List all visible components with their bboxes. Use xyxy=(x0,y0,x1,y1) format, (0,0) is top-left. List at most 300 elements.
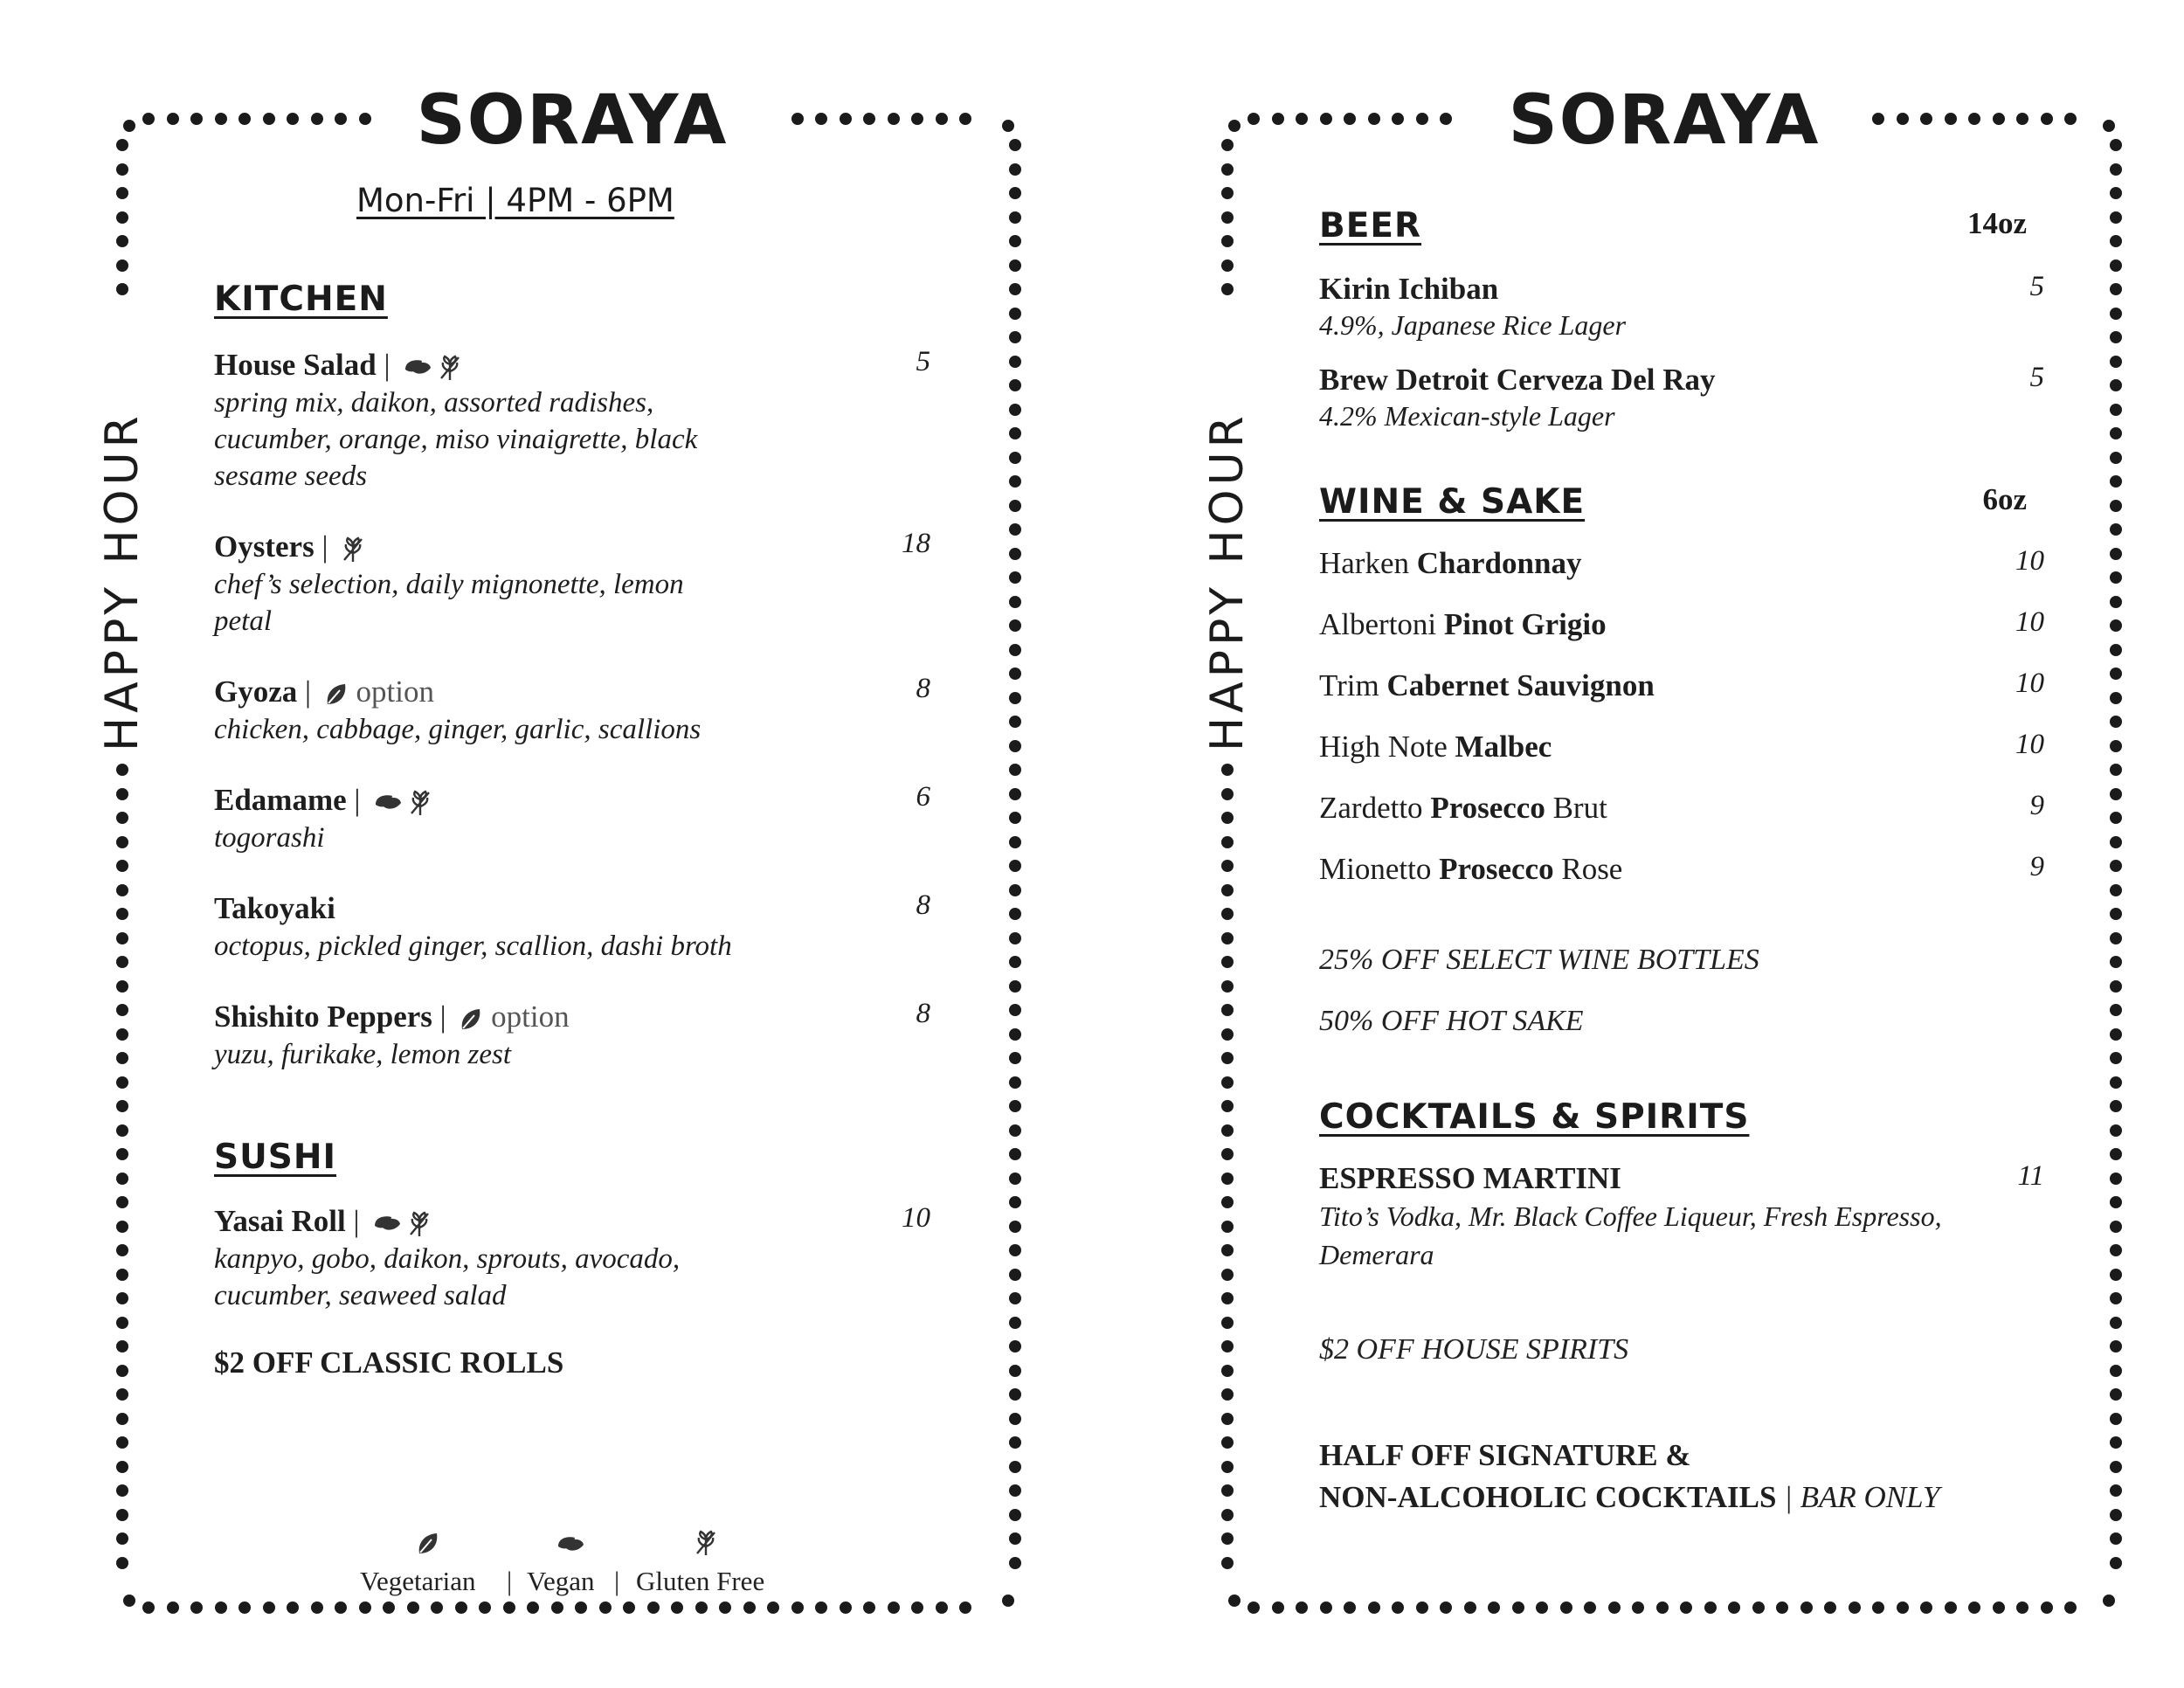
border-dot xyxy=(1221,908,1234,920)
beer-item: Kirin Ichiban 4.9%, Japanese Rice Lager 5 xyxy=(1319,271,2044,341)
border-dot xyxy=(1009,452,1021,464)
border-dot xyxy=(1221,1365,1234,1377)
border-dot xyxy=(1009,1124,1021,1137)
border-dot xyxy=(1002,120,1014,132)
border-dot xyxy=(1009,404,1021,416)
border-dot xyxy=(116,139,128,151)
border-dot xyxy=(1009,644,1021,656)
border-dot xyxy=(1009,812,1021,824)
border-dot xyxy=(190,1602,203,1614)
border-dot xyxy=(1464,1602,1476,1614)
border-dot xyxy=(1009,1221,1021,1233)
border-dot xyxy=(2110,1557,2122,1569)
border-dot xyxy=(1248,1602,1260,1614)
border-dot xyxy=(116,908,128,920)
border-dot xyxy=(431,1602,443,1614)
border-dot xyxy=(1272,113,1284,125)
border-dot xyxy=(1009,187,1021,199)
border-dot xyxy=(142,113,155,125)
cocktails-heading: COCKTAILS & SPIRITS xyxy=(1319,1097,1750,1137)
border-dot xyxy=(1009,1388,1021,1401)
brand-title: SORAYA xyxy=(1508,81,1821,160)
wine-item: High Note Malbec 10 xyxy=(1319,729,2044,764)
border-dot xyxy=(167,1602,179,1614)
wine-size: 6oz xyxy=(1982,482,2027,516)
border-dot xyxy=(1221,235,1234,247)
vegan-icon xyxy=(373,791,403,815)
border-dot xyxy=(1897,113,1909,125)
border-dot xyxy=(1704,1602,1717,1614)
border-dot xyxy=(2110,740,2122,752)
border-dot xyxy=(2110,452,2122,464)
border-dot xyxy=(1968,113,1980,125)
border-dot xyxy=(116,187,128,199)
border-dot xyxy=(1221,1004,1234,1016)
border-dot xyxy=(116,1052,128,1064)
border-dot xyxy=(2110,1484,2122,1497)
border-dot xyxy=(1009,1196,1021,1208)
border-dot xyxy=(1296,1602,1308,1614)
border-dot xyxy=(1009,740,1021,752)
border-dot xyxy=(142,1602,155,1614)
border-dot xyxy=(116,1173,128,1185)
border-dot xyxy=(2110,500,2122,512)
border-dot xyxy=(1009,235,1021,247)
border-dot xyxy=(1392,1602,1404,1614)
vegetarian-icon xyxy=(459,1007,483,1033)
border-dot xyxy=(116,1388,128,1401)
border-dot xyxy=(1416,1602,1428,1614)
border-dot xyxy=(1009,1436,1021,1449)
border-dot xyxy=(311,113,323,125)
border-dot xyxy=(719,1602,731,1614)
border-dot xyxy=(116,1509,128,1521)
border-dot xyxy=(2110,1461,2122,1473)
border-dot xyxy=(1009,716,1021,728)
border-dot xyxy=(1221,1461,1234,1473)
border-dot xyxy=(2016,113,2028,125)
border-dot xyxy=(1392,113,1404,125)
border-dot xyxy=(1009,668,1021,680)
border-dot xyxy=(1009,211,1021,224)
border-dot xyxy=(1221,1340,1234,1352)
border-dot xyxy=(671,1602,683,1614)
border-dot xyxy=(2110,379,2122,391)
vegan-icon xyxy=(403,356,432,380)
menu-item: Takoyaki octopus, pickled ginger, scallion, dashi broth 8 xyxy=(214,889,930,962)
border-dot xyxy=(815,113,827,125)
border-dot xyxy=(1221,211,1234,224)
border-dot xyxy=(2110,1173,2122,1185)
border-dot xyxy=(2110,1100,2122,1112)
border-dot xyxy=(190,113,203,125)
border-dot xyxy=(1296,113,1308,125)
border-dot xyxy=(1221,860,1234,872)
border-dot xyxy=(116,1557,128,1569)
border-dot xyxy=(1320,113,1332,125)
sake-note: 50% OFF HOT SAKE xyxy=(1319,1005,1584,1037)
border-dot xyxy=(116,1365,128,1377)
border-dot xyxy=(599,1602,612,1614)
border-dot xyxy=(2064,1602,2077,1614)
border-dot xyxy=(1849,1602,1861,1614)
border-dot xyxy=(2110,1076,2122,1089)
border-dot xyxy=(1009,427,1021,439)
vegan-icon xyxy=(372,1212,402,1236)
border-dot xyxy=(1440,113,1452,125)
border-dot xyxy=(2110,860,2122,872)
border-dot xyxy=(2110,1340,2122,1352)
border-dot xyxy=(1221,187,1234,199)
border-dot xyxy=(2110,1509,2122,1521)
border-dot xyxy=(1009,1317,1021,1329)
border-dot xyxy=(1584,1602,1596,1614)
border-dot xyxy=(335,1602,347,1614)
border-dot xyxy=(116,211,128,224)
border-dot xyxy=(116,860,128,872)
border-dot xyxy=(1009,619,1021,632)
border-dot xyxy=(936,1602,948,1614)
border-dot xyxy=(911,1602,923,1614)
border-dot xyxy=(116,1461,128,1473)
vegan-icon xyxy=(556,1532,585,1557)
border-dot xyxy=(407,1602,419,1614)
border-dot xyxy=(1221,1484,1234,1497)
border-dot xyxy=(2103,120,2115,132)
border-dot xyxy=(1416,113,1428,125)
border-dot xyxy=(2110,1317,2122,1329)
border-dot xyxy=(1752,1602,1765,1614)
border-dot xyxy=(840,1602,852,1614)
menu-item: Gyoza | option chicken, cabbage, ginger, garlic, scallions 8 xyxy=(214,673,930,745)
border-dot xyxy=(116,884,128,896)
border-dot xyxy=(1009,1509,1021,1521)
border-dot xyxy=(1009,836,1021,848)
border-dot xyxy=(1221,163,1234,176)
border-dot xyxy=(116,1317,128,1329)
border-dot xyxy=(1344,1602,1356,1614)
wine-note: 25% OFF SELECT WINE BOTTLES xyxy=(1319,944,1759,976)
border-dot xyxy=(1228,1595,1241,1607)
border-dot xyxy=(167,113,179,125)
border-dot xyxy=(791,1602,804,1614)
border-dot xyxy=(2110,1196,2122,1208)
border-dot xyxy=(2110,644,2122,656)
border-dot xyxy=(1488,1602,1500,1614)
border-dot xyxy=(2110,980,2122,993)
border-dot xyxy=(116,259,128,272)
border-dot xyxy=(2110,1221,2122,1233)
border-dot xyxy=(1320,1602,1332,1614)
border-dot xyxy=(116,1413,128,1425)
border-dot xyxy=(1009,523,1021,536)
border-dot xyxy=(1221,956,1234,968)
border-dot xyxy=(1009,475,1021,488)
border-dot xyxy=(1221,1100,1234,1112)
border-dot xyxy=(116,956,128,968)
legend-vegetarian: Vegetarian xyxy=(360,1566,476,1596)
border-dot xyxy=(116,836,128,848)
wine-item: Albertoni Pinot Grigio 10 xyxy=(1319,606,2044,641)
beer-heading: BEER xyxy=(1319,206,1422,246)
border-dot xyxy=(1009,1004,1021,1016)
border-dot xyxy=(1009,1340,1021,1352)
border-dot xyxy=(959,1602,971,1614)
border-dot xyxy=(1221,1292,1234,1304)
border-dot xyxy=(2110,187,2122,199)
border-dot xyxy=(2110,259,2122,272)
border-dot xyxy=(2110,619,2122,632)
border-dot xyxy=(2110,1269,2122,1281)
border-dot xyxy=(1009,1461,1021,1473)
border-dot xyxy=(1221,1028,1234,1041)
border-dot xyxy=(2110,788,2122,800)
border-dot xyxy=(1272,1602,1284,1614)
border-dot xyxy=(287,1602,299,1614)
border-dot xyxy=(1221,1436,1234,1449)
border-dot xyxy=(2110,668,2122,680)
border-dot xyxy=(116,788,128,800)
border-dot xyxy=(1009,139,1021,151)
border-dot xyxy=(1221,1196,1234,1208)
border-dot xyxy=(1009,379,1021,391)
border-dot xyxy=(1872,1602,1884,1614)
border-dot xyxy=(116,1076,128,1089)
border-dot xyxy=(2110,163,2122,176)
border-dot xyxy=(116,1148,128,1160)
border-dot xyxy=(2110,1028,2122,1041)
border-dot xyxy=(2064,113,2077,125)
border-dot xyxy=(2110,812,2122,824)
border-dot xyxy=(1560,1602,1572,1614)
border-dot xyxy=(767,1602,779,1614)
border-dot xyxy=(116,1004,128,1016)
gluten-free-icon xyxy=(341,536,365,564)
border-dot xyxy=(2110,1004,2122,1016)
brand-title: SORAYA xyxy=(416,81,729,160)
wine-item: Zardetto Prosecco Brut 9 xyxy=(1319,790,2044,825)
border-dot xyxy=(1009,860,1021,872)
menu-item: Oysters | chef’s selection, daily mignonette, lemon petal 18 xyxy=(214,528,930,637)
cocktail-item: ESPRESSO MARTINI Tito’s Vodka, Mr. Black Coffee Liqueur, Fresh Espresso, Demerara 11 xyxy=(1319,1160,2044,1270)
border-dot xyxy=(116,1292,128,1304)
border-dot xyxy=(1009,884,1021,896)
border-dot xyxy=(1221,1532,1234,1545)
border-dot xyxy=(1009,1365,1021,1377)
border-dot xyxy=(2110,1052,2122,1064)
border-dot xyxy=(1009,331,1021,343)
border-dot xyxy=(479,1602,491,1614)
border-dot xyxy=(1009,788,1021,800)
border-dot xyxy=(1920,1602,1932,1614)
border-dot xyxy=(1221,980,1234,993)
border-dot xyxy=(1440,1602,1452,1614)
border-dot xyxy=(116,1484,128,1497)
border-dot xyxy=(1009,1244,1021,1256)
hours: Mon-Fri | 4PM - 6PM xyxy=(356,182,674,219)
border-dot xyxy=(383,1602,395,1614)
border-dot xyxy=(1368,1602,1380,1614)
border-dot xyxy=(791,113,804,125)
border-dot xyxy=(116,980,128,993)
border-dot xyxy=(123,120,135,132)
border-dot xyxy=(1536,1602,1548,1614)
border-dot xyxy=(2110,523,2122,536)
border-dot xyxy=(1221,1509,1234,1521)
side-title: HAPPY HOUR xyxy=(96,412,149,751)
border-dot xyxy=(743,1602,756,1614)
border-dot xyxy=(1632,1602,1644,1614)
border-dot xyxy=(815,1602,827,1614)
border-dot xyxy=(1776,1602,1788,1614)
border-dot xyxy=(1228,120,1241,132)
border-dot xyxy=(335,113,347,125)
border-dot xyxy=(1009,1557,1021,1569)
border-dot xyxy=(2110,1244,2122,1256)
border-dot xyxy=(1009,1148,1021,1160)
border-dot xyxy=(2110,884,2122,896)
border-dot xyxy=(116,1269,128,1281)
border-dot xyxy=(1993,1602,2005,1614)
border-dot xyxy=(1368,113,1380,125)
border-dot xyxy=(116,1532,128,1545)
border-dot xyxy=(1920,113,1932,125)
border-dot xyxy=(2110,764,2122,776)
legend-divider: | xyxy=(507,1566,513,1596)
spirits-note: $2 OFF HOUSE SPIRITS xyxy=(1319,1333,1629,1366)
border-dot xyxy=(1009,283,1021,295)
border-dot xyxy=(1824,1602,1836,1614)
border-dot xyxy=(2110,836,2122,848)
border-dot xyxy=(1009,1484,1021,1497)
gluten-free-icon xyxy=(438,354,462,382)
sushi-heading: SUSHI xyxy=(214,1138,336,1177)
border-dot xyxy=(116,764,128,776)
border-dot xyxy=(695,1602,708,1614)
border-dot xyxy=(1009,571,1021,584)
border-dot xyxy=(2110,956,2122,968)
border-dot xyxy=(1344,113,1356,125)
border-dot xyxy=(1009,163,1021,176)
border-dot xyxy=(1009,500,1021,512)
border-dot xyxy=(1221,1413,1234,1425)
border-dot xyxy=(1221,836,1234,848)
border-dot xyxy=(1221,139,1234,151)
menu-item: House Salad | spring mix, daikon, assorted radishes, cucumber, orange, miso vinaigrette, black sesame seeds 5 xyxy=(214,346,930,492)
vegetarian-icon xyxy=(416,1531,440,1557)
border-dot xyxy=(1221,932,1234,944)
gluten-free-icon xyxy=(408,789,432,817)
kitchen-heading: KITCHEN xyxy=(214,280,388,319)
wine-heading: WINE & SAKE xyxy=(1319,482,1586,522)
border-dot xyxy=(1221,1269,1234,1281)
gluten-free-icon xyxy=(407,1210,432,1238)
border-dot xyxy=(359,113,371,125)
border-dot xyxy=(215,1602,227,1614)
border-dot xyxy=(1221,283,1234,295)
border-dot xyxy=(2110,1413,2122,1425)
border-dot xyxy=(2110,1148,2122,1160)
border-dot xyxy=(1656,1602,1669,1614)
border-dot xyxy=(2110,1532,2122,1545)
border-dot xyxy=(263,113,275,125)
border-dot xyxy=(2110,1365,2122,1377)
border-dot xyxy=(2041,113,2053,125)
border-dot xyxy=(2110,331,2122,343)
border-dot xyxy=(1945,113,1957,125)
border-dot xyxy=(1009,548,1021,560)
border-dot xyxy=(2110,139,2122,151)
border-dot xyxy=(1009,980,1021,993)
menu-item: Edamame | togorashi 6 xyxy=(214,781,930,854)
border-dot xyxy=(116,235,128,247)
border-dot xyxy=(2110,908,2122,920)
border-dot xyxy=(1221,1173,1234,1185)
border-dot xyxy=(2110,1436,2122,1449)
border-dot xyxy=(1945,1602,1957,1614)
border-dot xyxy=(527,1602,539,1614)
border-dot xyxy=(1009,308,1021,320)
border-dot xyxy=(1009,1413,1021,1425)
border-dot xyxy=(1221,1244,1234,1256)
border-dot xyxy=(1009,356,1021,368)
legend-vegan: Vegan xyxy=(527,1566,595,1596)
border-dot xyxy=(116,1340,128,1352)
border-dot xyxy=(1221,1148,1234,1160)
border-dot xyxy=(888,1602,900,1614)
border-dot xyxy=(1009,1269,1021,1281)
border-dot xyxy=(1009,1028,1021,1041)
wine-item: Trim Cabernet Sauvignon 10 xyxy=(1319,668,2044,702)
border-dot xyxy=(1221,812,1234,824)
border-dot xyxy=(888,113,900,125)
border-dot xyxy=(1009,1076,1021,1089)
border-dot xyxy=(959,113,971,125)
border-dot xyxy=(1221,1557,1234,1569)
legend-divider: | xyxy=(614,1566,620,1596)
border-dot xyxy=(2110,1124,2122,1137)
border-dot xyxy=(1221,764,1234,776)
border-dot xyxy=(1009,956,1021,968)
border-dot xyxy=(1009,1100,1021,1112)
border-dot xyxy=(2110,475,2122,488)
side-title: HAPPY HOUR xyxy=(1201,412,1254,751)
border-dot xyxy=(2110,596,2122,608)
border-dot xyxy=(359,1602,371,1614)
border-dot xyxy=(1512,1602,1524,1614)
border-dot xyxy=(2110,308,2122,320)
border-dot xyxy=(123,1595,135,1607)
border-dot xyxy=(1009,259,1021,272)
vegetarian-icon xyxy=(324,681,349,708)
border-dot xyxy=(2110,548,2122,560)
border-dot xyxy=(1009,692,1021,704)
border-dot xyxy=(1221,1052,1234,1064)
border-dot xyxy=(287,113,299,125)
border-dot xyxy=(1897,1602,1909,1614)
border-dot xyxy=(2110,404,2122,416)
border-dot xyxy=(911,113,923,125)
border-dot xyxy=(1009,1052,1021,1064)
border-dot xyxy=(1009,764,1021,776)
border-dot xyxy=(2110,283,2122,295)
border-dot xyxy=(116,1196,128,1208)
border-dot xyxy=(2110,716,2122,728)
beer-size: 14oz xyxy=(1966,206,2027,240)
border-dot xyxy=(116,812,128,824)
beer-item: Brew Detroit Cerveza Del Ray 4.2% Mexican-style Lager 5 xyxy=(1319,362,2044,432)
border-dot xyxy=(263,1602,275,1614)
